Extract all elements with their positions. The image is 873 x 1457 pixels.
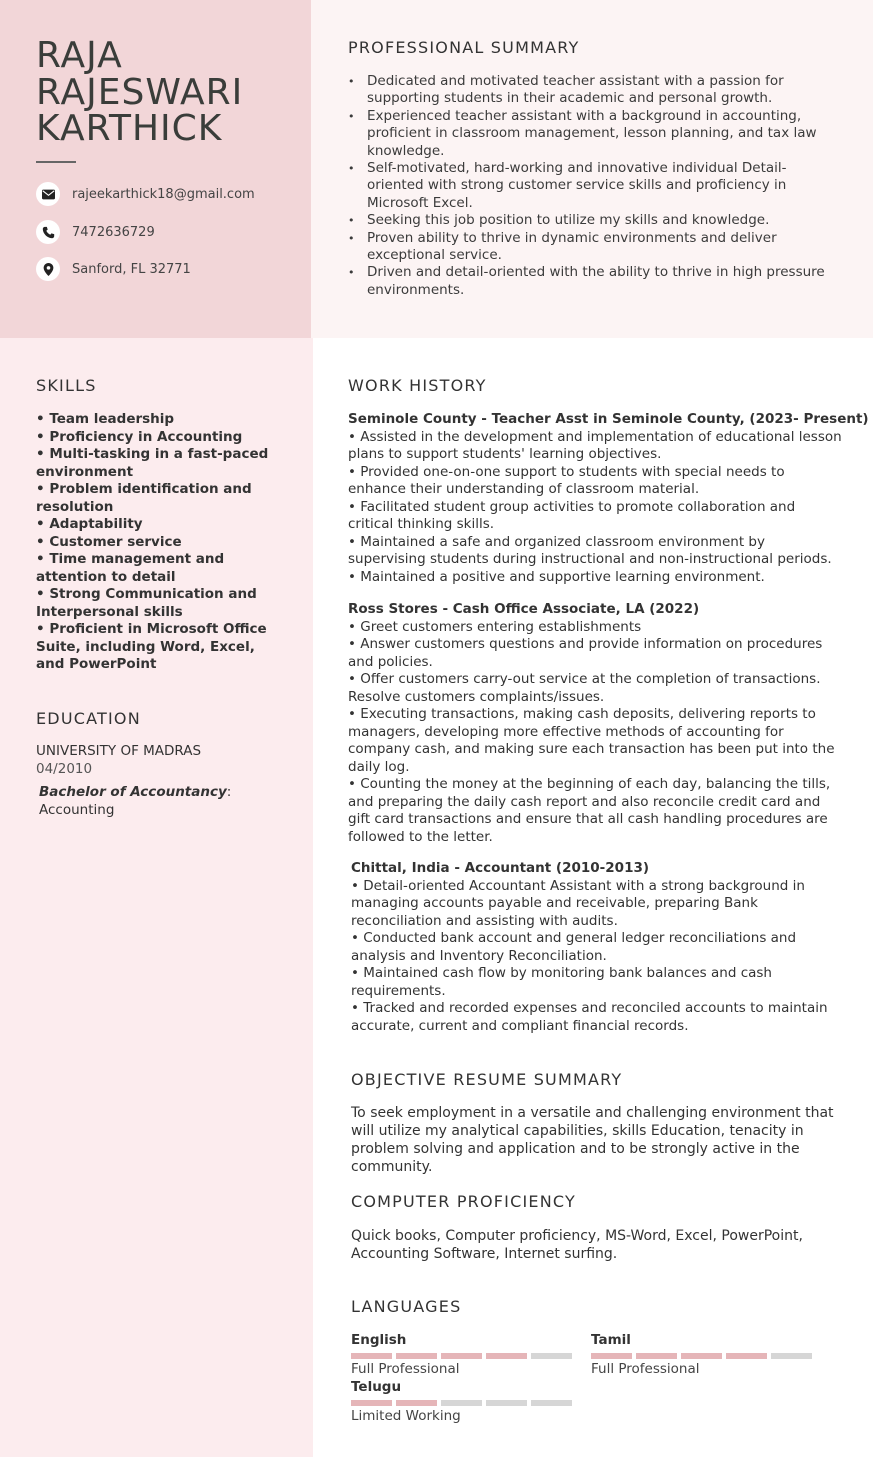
work-title: WORK HISTORY bbox=[348, 376, 487, 395]
job-title: Chittal, India - Accountant (2010-2013) bbox=[351, 860, 650, 876]
name-divider bbox=[36, 161, 76, 163]
job-bullet: • Offer customers carry-out service at the completion of transactions. Resolve customers complaints/issues. bbox=[348, 671, 821, 705]
job-entry bbox=[348, 601, 838, 846]
job-bullet: • Assisted in the development and implementation of educational lesson plans to support students' learning objectives. bbox=[348, 428, 842, 462]
summary-item: • Driven and detail-oriented with the ability to thrive in high pressure environments. bbox=[348, 264, 838, 299]
level-segment bbox=[531, 1353, 572, 1359]
summary-item: • Dedicated and motivated teacher assistant with a passion for supporting students in their academic and personal growth. bbox=[348, 73, 838, 108]
language-level: Full Professional bbox=[351, 1361, 460, 1377]
language-level: Full Professional bbox=[591, 1361, 700, 1377]
job-bullet: • Provided one-on-one support to students with special needs to enhance their understanding of classroom material. bbox=[348, 463, 785, 497]
level-segment bbox=[396, 1353, 437, 1359]
address-text: Sanford, FL 32771 bbox=[72, 261, 191, 277]
computer-title: COMPUTER PROFICIENCY bbox=[351, 1192, 576, 1211]
skill-item: • Customer service bbox=[36, 533, 182, 550]
level-segment bbox=[486, 1353, 527, 1359]
language-item bbox=[591, 1332, 812, 1377]
contact-email[interactable] bbox=[36, 182, 255, 206]
computer-text: Quick books, Computer proficiency, MS-Word, Excel, PowerPoint, Accounting Software, Internet surfing. bbox=[351, 1228, 803, 1262]
language-level-bar bbox=[351, 1353, 572, 1359]
education-school: UNIVERSITY OF MADRAS bbox=[36, 743, 202, 759]
language-item bbox=[351, 1379, 572, 1424]
level-segment bbox=[441, 1400, 482, 1406]
education-date: 04/2010 bbox=[36, 761, 93, 777]
job-bullet: • Answer customers questions and provide information on procedures and policies. bbox=[348, 636, 823, 670]
name-line-1: RAJA bbox=[36, 35, 123, 76]
phone-text[interactable]: 7472636729 bbox=[72, 224, 155, 240]
level-segment bbox=[636, 1353, 677, 1359]
job-entry bbox=[351, 860, 838, 1035]
level-segment bbox=[726, 1353, 767, 1359]
job-bullet: • Tracked and recorded expenses and reconciled accounts to maintain accurate, current and compliant financial records. bbox=[351, 1000, 828, 1034]
education-title: EDUCATION bbox=[36, 709, 141, 728]
map-pin-icon bbox=[36, 257, 60, 281]
email-text[interactable]: rajeekarthick18@gmail.com bbox=[72, 186, 255, 202]
job-bullet: • Conducted bank account and general ledger reconciliations and analysis and Inventory Reconciliation. bbox=[351, 930, 797, 964]
job-entry bbox=[348, 411, 869, 586]
skill-item: • Adaptability bbox=[36, 516, 143, 532]
contact-phone[interactable] bbox=[36, 220, 155, 244]
level-segment bbox=[351, 1400, 392, 1406]
job-bullet: • Greet customers entering establishments bbox=[348, 618, 642, 635]
job-title: Seminole County - Teacher Asst in Seminole County, (2023- Present) bbox=[348, 411, 869, 427]
job-bullet: • Counting the money at the beginning of each day, balancing the tills, and preparing the daily cash report and also reconcile credit card and gift card transactions and ensure that all cash handling procedures are followed to the letter. bbox=[348, 776, 831, 845]
skill-item: • Proficiency in Accounting bbox=[36, 428, 243, 445]
phone-icon bbox=[36, 220, 60, 244]
education-degree-separator: : bbox=[226, 784, 232, 800]
level-segment bbox=[531, 1400, 572, 1406]
languages-title: LANGUAGES bbox=[351, 1297, 462, 1316]
name-line-2: RAJESWARI bbox=[36, 71, 244, 113]
level-segment bbox=[351, 1353, 392, 1359]
language-level: Limited Working bbox=[351, 1408, 461, 1424]
level-segment bbox=[771, 1353, 812, 1359]
job-title: Ross Stores - Cash Office Associate, LA (2022) bbox=[348, 601, 700, 617]
language-level-bar bbox=[591, 1353, 812, 1359]
language-name: Telugu bbox=[351, 1379, 402, 1395]
name-line-3: KARTHICK bbox=[36, 108, 223, 149]
education-degree: Bachelor of Accountancy bbox=[39, 784, 227, 800]
objective-text: To seek employment in a versatile and challenging environment that will utilize my analytical capabilities, skills Education, tenacity in problem solving and application and to be strongly active in the community. bbox=[351, 1105, 834, 1175]
level-segment bbox=[591, 1353, 632, 1359]
skill-item: • Multi-tasking in a fast-paced environment bbox=[36, 446, 269, 480]
level-segment bbox=[441, 1353, 482, 1359]
skill-item: • Team leadership bbox=[36, 411, 175, 427]
summary-title: PROFESSIONAL SUMMARY bbox=[348, 38, 580, 57]
skill-item: • Proficient in Microsoft Office Suite, including Word, Excel, and PowerPoint bbox=[36, 621, 267, 672]
skill-item: • Problem identification and resolution bbox=[36, 481, 252, 515]
skill-item: • Strong Communication and Interpersonal skills bbox=[36, 586, 257, 620]
language-level-bar bbox=[351, 1400, 572, 1406]
language-name: English bbox=[351, 1332, 407, 1348]
skills-title: SKILLS bbox=[36, 376, 97, 395]
job-bullet: • Facilitated student group activities to promote collaboration and critical thinking skills. bbox=[348, 498, 796, 532]
job-bullet: • Detail-oriented Accountant Assistant with a strong background in managing accounts payable and receivable, preparing Bank reconciliation and assisting with audits. bbox=[351, 877, 805, 929]
job-bullet: • Maintained cash flow by monitoring bank balances and cash requirements. bbox=[351, 965, 772, 999]
level-segment bbox=[486, 1400, 527, 1406]
level-segment bbox=[681, 1353, 722, 1359]
candidate-name bbox=[36, 35, 244, 149]
education-field: Accounting bbox=[39, 801, 115, 818]
objective-title: OBJECTIVE RESUME SUMMARY bbox=[351, 1070, 623, 1089]
job-bullet: • Executing transactions, making cash deposits, delivering reports to managers, developing more effective methods of accounting for company cash, and making sure each transaction has been put into the daily log. bbox=[348, 706, 835, 775]
level-segment bbox=[396, 1400, 437, 1406]
summary-item: • Experienced teacher assistant with a background in accounting, proficient in classroom management, lesson planning, and tax law knowledge. bbox=[348, 108, 838, 160]
envelope-icon bbox=[36, 182, 60, 206]
contact-address bbox=[36, 257, 191, 281]
language-name: Tamil bbox=[591, 1332, 631, 1348]
job-bullet: • Maintained a safe and organized classroom environment by supervising students during instructional and non-instructional periods. bbox=[348, 533, 832, 567]
summary-item: • Proven ability to thrive in dynamic environments and deliver exceptional service. bbox=[348, 230, 838, 265]
education-degree-block bbox=[39, 784, 231, 819]
summary-item: • Seeking this job position to utilize my skills and knowledge. bbox=[348, 212, 838, 229]
skill-item: • Time management and attention to detail bbox=[36, 551, 225, 585]
job-bullet: • Maintained a positive and supportive learning environment. bbox=[348, 568, 765, 585]
summary-list bbox=[348, 73, 838, 299]
skills-list bbox=[36, 411, 286, 674]
language-item bbox=[351, 1332, 572, 1377]
summary-item: • Self-motivated, hard-working and innovative individual Detail-oriented with strong customer service skills and proficiency in Microsoft Excel. bbox=[348, 160, 838, 212]
